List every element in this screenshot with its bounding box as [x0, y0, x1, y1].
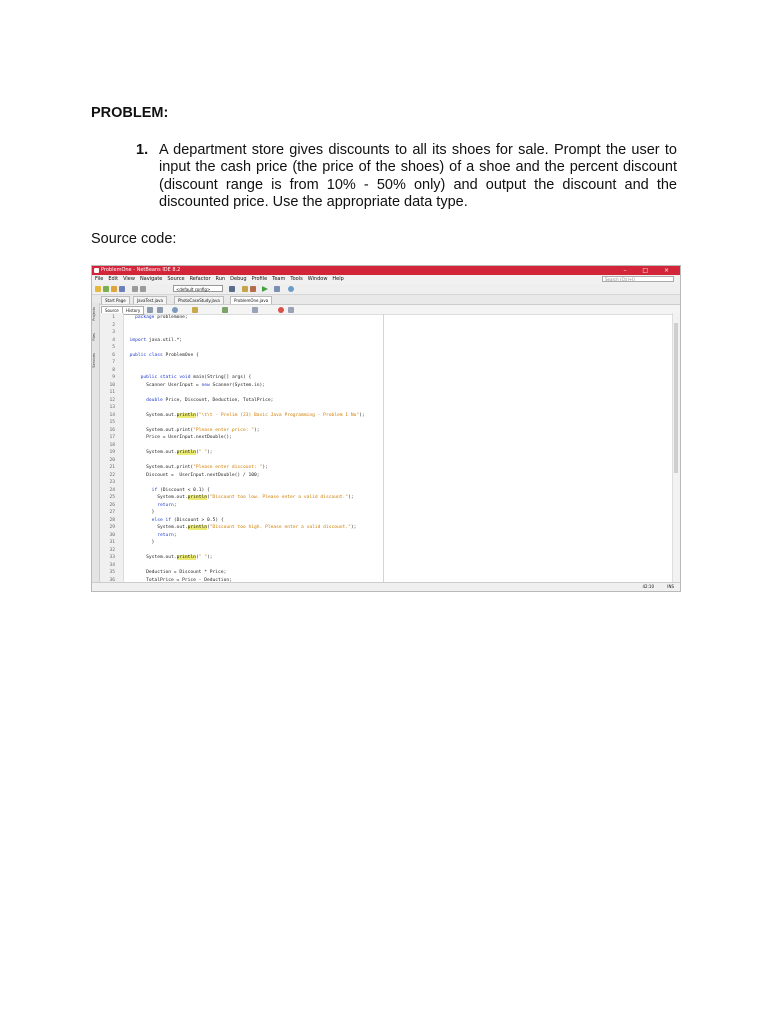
code-line: [109, 449, 670, 457]
caret-position: 42:10: [642, 584, 654, 589]
code-text: TotalPrice = Price - Deduction;: [124, 577, 232, 583]
tab-start-page[interactable]: Start Page: [101, 296, 130, 304]
code-text: System.out.println("\t\t - Prelim (23) Basic Java Programming - Problem 1 No");: [124, 412, 365, 418]
search-icon[interactable]: [172, 307, 178, 313]
save-all-icon[interactable]: [119, 286, 125, 292]
editor-tool-icon[interactable]: [147, 307, 153, 313]
line-number: 20: [109, 457, 115, 463]
code-text: import java.util.*;: [129, 337, 183, 343]
code-text: Discount = UserInput.nextDouble() / 100;: [124, 472, 260, 478]
line-number: 17: [109, 435, 115, 440]
code-line: [109, 464, 670, 472]
line-number: 15: [109, 420, 115, 425]
services-panel-tab[interactable]: Services: [92, 353, 96, 368]
code-line: [109, 539, 670, 547]
code-text: System.out.println("Discount too high. Please enter a valid discount.");: [124, 525, 357, 530]
line-number: 30: [109, 532, 115, 538]
line-number: 23: [109, 480, 115, 485]
line-number: 13: [109, 405, 115, 410]
code-line: [112, 322, 670, 330]
editor-tool-icon[interactable]: [288, 307, 294, 313]
vertical-scrollbar[interactable]: [672, 313, 680, 583]
code-text: Scanner UserInput = new Scanner(System.in);: [124, 382, 266, 388]
menu-item-run[interactable]: Run: [215, 276, 226, 282]
code-text: System.out.print("Please enter discount: ");: [124, 465, 268, 470]
line-number: 32: [109, 547, 115, 553]
line-number: 21: [109, 465, 115, 470]
code-line: [112, 314, 670, 322]
menu-item-help[interactable]: Help: [332, 276, 344, 282]
line-number: 28: [109, 517, 115, 523]
code-text: return;: [157, 502, 177, 508]
menu-item-team[interactable]: Team: [272, 276, 286, 282]
code-line: [109, 524, 670, 532]
menu-item-tools[interactable]: Tools: [290, 276, 303, 282]
line-number: 25: [109, 495, 115, 500]
code-line: [109, 517, 670, 525]
line-number: 31: [109, 540, 115, 545]
code-line: [109, 494, 670, 502]
code-text: public static void main(String[] args) {: [140, 375, 252, 380]
editor-tool-icon[interactable]: [222, 307, 228, 313]
code-line: [109, 554, 670, 562]
code-line: [109, 487, 670, 495]
code-line: [109, 412, 670, 420]
code-line: [112, 337, 670, 345]
line-number: 22: [109, 472, 115, 478]
item-number: 1.: [136, 142, 149, 158]
source-button[interactable]: Source: [101, 306, 123, 315]
line-number: 9: [112, 375, 115, 380]
open-project-icon[interactable]: [111, 286, 117, 292]
editor-tabs: [92, 295, 680, 305]
line-number: 7: [112, 360, 115, 365]
line-number: 11: [109, 390, 115, 395]
line-number: 2: [112, 322, 115, 328]
code-line: [112, 374, 670, 382]
code-line: [109, 397, 670, 405]
insert-mode: INS: [667, 584, 674, 589]
menu-item-navigate[interactable]: Navigate: [139, 276, 163, 282]
window-controls[interactable]: – □ ×: [623, 267, 676, 274]
tab-javatest[interactable]: JavaTest.java: [133, 296, 167, 304]
menu-item-refactor[interactable]: Refactor: [189, 276, 211, 282]
ide-titlebar: [92, 266, 680, 275]
problem-text: A department store gives discounts to all its shoes for sale. Prompt the user to input the cash price (the price of the shoes) of a shoe and the percent discount (discount range is from 10% - 50% only) and output the discount and the discounted price. Use the appropriate data type.: [159, 142, 677, 211]
code-text: Price = UserInput.nextDouble();: [124, 435, 232, 440]
debug-icon[interactable]: [274, 286, 280, 292]
new-file-icon[interactable]: [103, 286, 109, 292]
code-text: double Price, Discount, Deduction, TotalPrice;: [146, 397, 274, 403]
editor-tool-icon[interactable]: [157, 307, 163, 313]
line-number: 3: [112, 330, 115, 335]
line-number: 1: [112, 315, 115, 320]
code-editor[interactable]: [109, 314, 670, 583]
line-number: 35: [109, 570, 115, 575]
tab-problemone[interactable]: ProblemOne.java: [230, 296, 272, 304]
code-line: [109, 442, 670, 450]
run-icon[interactable]: [262, 286, 268, 292]
code-text: System.out.println("Discount too low. Please enter a valid discount.");: [124, 495, 354, 500]
code-text: System.out.print("Please enter price: ");: [124, 427, 260, 433]
code-text: System.out.println(" ");: [124, 450, 213, 455]
code-line: [112, 367, 670, 375]
config-combo[interactable]: <default config>: [173, 285, 223, 292]
menu-item-window[interactable]: Window: [307, 276, 328, 282]
code-line: [109, 547, 670, 555]
code-line: [109, 562, 670, 570]
code-line: [109, 502, 670, 510]
clean-build-icon[interactable]: [250, 286, 256, 292]
line-number: 12: [109, 397, 115, 403]
code-line: [109, 404, 670, 412]
code-text: }: [124, 540, 155, 545]
netbeans-app-icon: [94, 268, 99, 273]
code-text: package problemone;: [135, 315, 188, 320]
build-icon[interactable]: [242, 286, 248, 292]
code-line: [112, 352, 670, 360]
editor-tool-icon[interactable]: [252, 307, 258, 313]
profile-icon[interactable]: [288, 286, 294, 292]
line-number: 29: [109, 525, 115, 530]
line-number: 8: [112, 367, 115, 373]
code-line: [109, 509, 670, 517]
ide-screenshot: [91, 265, 681, 592]
line-number: 19: [109, 450, 115, 455]
redo-icon[interactable]: [140, 286, 146, 292]
menu-item-edit[interactable]: Edit: [108, 276, 119, 282]
projects-panel-tab[interactable]: Projects: [92, 307, 96, 321]
line-number: 6: [112, 352, 115, 358]
code-line: [109, 427, 670, 435]
code-text: }: [124, 510, 155, 515]
line-number: 16: [109, 427, 115, 433]
menu-item-file[interactable]: File: [95, 276, 104, 282]
problem-heading: PROBLEM:: [91, 105, 169, 121]
code-line: [109, 479, 670, 487]
ide-title: ProblemOne - NetBeans IDE 8.2: [101, 267, 181, 273]
scroll-thumb[interactable]: [674, 323, 678, 473]
line-number: 4: [112, 337, 115, 343]
code-text: System.out.println(" ");: [124, 555, 213, 560]
line-number: 24: [109, 487, 115, 493]
code-line: [109, 419, 670, 427]
new-project-icon[interactable]: [95, 286, 101, 292]
stop-macro-icon[interactable]: [278, 307, 284, 313]
code-line: [109, 457, 670, 465]
line-number: 34: [109, 562, 115, 568]
code-line: [109, 389, 670, 397]
code-line: [112, 344, 670, 352]
code-line: [109, 532, 670, 540]
code-line: [109, 382, 670, 390]
right-margin-guide: [383, 314, 384, 583]
line-number: 33: [109, 555, 115, 560]
line-number: 10: [109, 382, 115, 388]
code-text: else if (Discount > 0.5) {: [151, 517, 224, 523]
files-panel-tab[interactable]: Files: [92, 333, 96, 341]
code-line: [112, 329, 670, 337]
tab-photocasestudy[interactable]: PhotoCaseStudy.java: [174, 296, 224, 304]
code-text: return;: [157, 532, 177, 538]
side-panels: [92, 303, 100, 591]
menu-item-view[interactable]: View: [123, 276, 135, 282]
history-button[interactable]: History: [122, 306, 144, 315]
settings-icon[interactable]: [229, 286, 235, 292]
undo-icon[interactable]: [132, 286, 138, 292]
editor-tool-icon[interactable]: [192, 307, 198, 313]
ide-toolbar: [92, 284, 680, 295]
ide-menubar: [92, 275, 680, 284]
line-number: 5: [112, 345, 115, 350]
code-line: [109, 569, 670, 577]
line-number: 27: [109, 510, 115, 515]
line-number: 18: [109, 442, 115, 448]
menu-item-source[interactable]: Source: [167, 276, 185, 282]
status-bar: [92, 582, 680, 591]
code-text: if (Discount < 0.1) {: [151, 487, 210, 493]
code-line: [112, 359, 670, 367]
code-line: [109, 434, 670, 442]
code-text: Deduction = Discount * Price;: [124, 570, 227, 575]
code-line: [109, 472, 670, 480]
line-number: 14: [109, 412, 115, 418]
code-text: public class ProblemOne {: [129, 352, 199, 358]
search-input[interactable]: Search (Ctrl+I): [602, 276, 674, 282]
line-number: 36: [109, 577, 115, 583]
line-number: 26: [109, 502, 115, 508]
menu-item-profile[interactable]: Profile: [251, 276, 268, 282]
menu-item-debug[interactable]: Debug: [230, 276, 247, 282]
source-code-label: Source code:: [91, 231, 177, 247]
